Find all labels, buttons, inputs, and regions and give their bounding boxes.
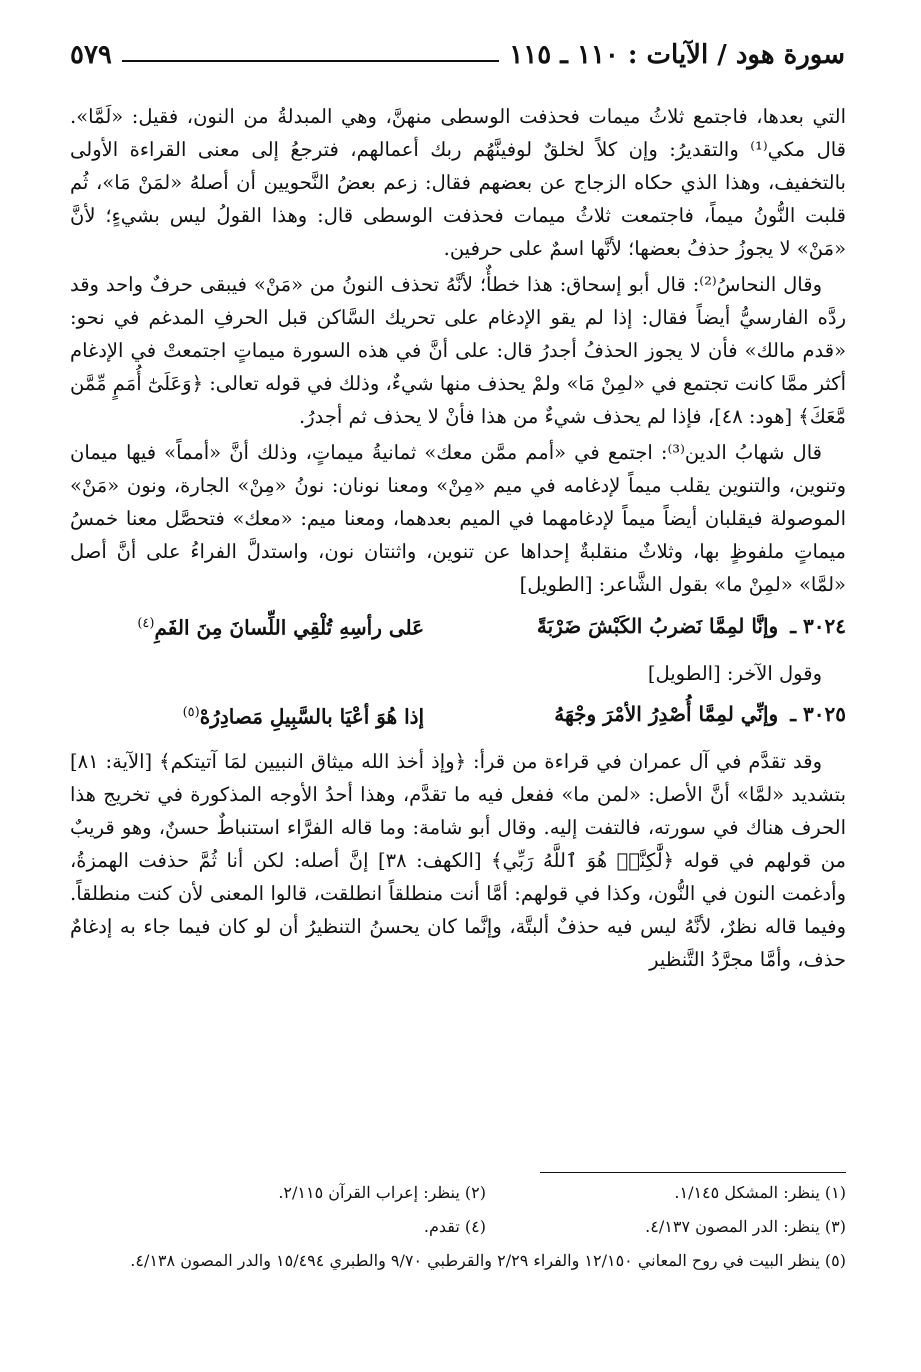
poetry-verse-3024	[70, 607, 846, 645]
paragraph-4: وقد تقدَّم في آل عمران في قراءة من قرأ: ﴿وإذ أخذ الله ميثاق النبيين لمَا آتيتكم﴾ [الآية: ٨١] بتشديد «لمَّا» أنَّ الأصل: «لمن ما» ففعل فيه ما تقدَّم، وهذا أحدُ الأوجه المذكورة في تخريج هذا الحرف هناك في سورته، فالتفت إليه. وقال أبو شامة: وما قاله الفرَّاء استنباطٌ حسنٌ، وهو قريبٌ من قولهم في قوله ﴿لَّٰكِنَّا۠ هُوَ ٱللَّهُ رَبِّي﴾ [الكهف: ٣٨] إنَّ أصله: لكن أنا ثُمَّ حذفت الهمزةُ، وأدغمت النون في النُّون، وكذا في قولهم: أمَّا أنت منطلقاً انطلقت، قالوا المعنى لأن كنت منطلقاً. وفيما قاله نظرٌ، لأنَّهُ ليس فيه حذفٌ ألبتَّة، وإنَّما كان يحسنُ التنظيرُ أن لو كان فيما جاء به إدغامٌ حذف، وأمَّا مجرَّدُ التَّنظير	[70, 750, 846, 972]
footnote-marker: (٥)	[182, 704, 200, 720]
verse-second-text: إذا هُوَ أعْيَا بالسَّبِيلِ مَصادِرُهْ	[199, 704, 425, 729]
paragraph-2: وقال النحاسُ⁽²⁾: قال أبو إسحاق: هذا خطأٌ؛ لأنَّهُ تحذف النونُ من «مَنْ» فيبقى حرفٌ واحد وقد ردَّه الفارسيُّ أيضاً فقال: إذا لم يقو الإدغام على تحريك السَّاكن قبل الحرفِ المدغم في نحو: «قدم مالك» فأن لا يجوز الحذفُ أجدرُ قال: على أنَّ في هذه السورة ميماتٍ اجتمعتْ في الإدغام أكثر ممَّا كانت تجتمع في «لمِنْ مَا» ولمْ يحذف منها شيءٌ، وذلك في قوله تعالى: ﴿وَعَلَىٰٓ أُمَمٍ مِّمَّن مَّعَكَ﴾ [هود: ٤٨]، فإذا لم يحذف شيءٌ من هذا فأنْ لا يحذف ثم أجدرُ.	[70, 273, 846, 428]
footnote-4: (٤) تقدم.	[423, 1217, 486, 1236]
verse-number: ٣٠٢٤ ـ	[790, 613, 846, 638]
verse-second-hemistich	[70, 607, 424, 645]
footnote-2: (٢) ينظر: إعراب القرآن ٢/١١٥.	[278, 1183, 486, 1202]
verse-first-hemistich: وإنِّي لمِمَّا أُصْدِرُ الأمْرَ وجْهَهُ	[554, 702, 779, 727]
page-header	[70, 30, 845, 70]
paragraph-1: التي بعدها، فاجتمع ثلاثُ ميمات فحذفت الوسطى منهنَّ، وهي المبدلةُ من النون، فقيل: «لَمَّا». قال مكي⁽¹⁾ والتقديرُ: وإن كلاً لخلقٌ لوفينَّهُم ربك أعمالهم، فترجعُ إلى معنى القراءة الأولى بالتخفيف، وهذا الذي حكاه الزجاج عن بعضهم فقال: زعم بعضُ النَّحويين أن أصلهُ «لمَنْ مَا»، ثُم قلبت النُّونُ ميماً، فاجتمعت ثلاثُ ميمات فحذفت الوسطى قال: وهذا القولُ ليس بشيءٍ؛ لأنَّ «مَنْ» لا يجوزُ حذفُ بعضها؛ لأنَّها اسمٌ على حرفين.	[70, 105, 846, 260]
footnotes-row-1	[70, 1180, 846, 1206]
header-rule	[122, 60, 499, 62]
paragraph-3: قال شهابُ الدين⁽³⁾: اجتمع في «أمم ممَّن معك» ثمانيةُ ميماتٍ، وذلك أنَّ «أمماً» فيها ميمان وتنوين، والتنوين يقلب ميماً لإدغامه في ميم «مِنْ» ومعنا نونان: نونُ «مِنْ» الجارة، ونون «مَنْ» الموصولة فيقلبان أيضاً ميماً لإدغامهما في الميم بعدهما، ومعنا ميم: «معك» فتحصَّل معنا خمسُ ميماتٍ ملفوظٍ بها، وثلاثٌ منقلبةٌ إحداها عن تنوين، واثنتان نون، واستدلَّ الفراءُ على أنَّ أصل «لمَّا» «لمِنْ ما» بقول الشَّاعر: [الطويل]	[70, 441, 846, 596]
footnote-1: (١) ينظر: المشكل ١/١٤٥.	[674, 1183, 846, 1202]
footnote-5: (٥) ينظر البيت في روح المعاني ١٢/١٥٠ والفراء ٢/٢٩ والقرطبي ٩/٧٠ والطبري ١٥/٤٩٤ والدر المصون ٤/١٣٨.	[130, 1251, 846, 1270]
footnote-marker: (٤)	[137, 616, 155, 631]
running-title: سورة هود / الآيات : ١١٠ ـ ١١٥	[509, 40, 845, 70]
footnotes-row-2	[70, 1214, 846, 1240]
verse-second-hemistich	[70, 696, 424, 734]
main-text	[70, 100, 846, 979]
verse-intro: وقول الآخر: [الطويل]	[647, 661, 822, 685]
footnote-separator	[540, 1172, 846, 1173]
verse-number: ٣٠٢٥ ـ	[790, 702, 846, 727]
page-number: ٥٧٩	[70, 40, 112, 70]
footnote-3: (٣) ينظر: الدر المصون ٤/١٣٧.	[645, 1217, 846, 1236]
verse-second-text: عَلى رأسِهِ تُلْقِي اللِّسانَ مِنَ الفَمِ	[154, 615, 425, 640]
poetry-verse-3025	[70, 696, 846, 734]
verse-first-hemistich: وإنَّا لمِمَّا نَضربُ الكَبْشَ ضَرْبَةً	[536, 613, 779, 638]
